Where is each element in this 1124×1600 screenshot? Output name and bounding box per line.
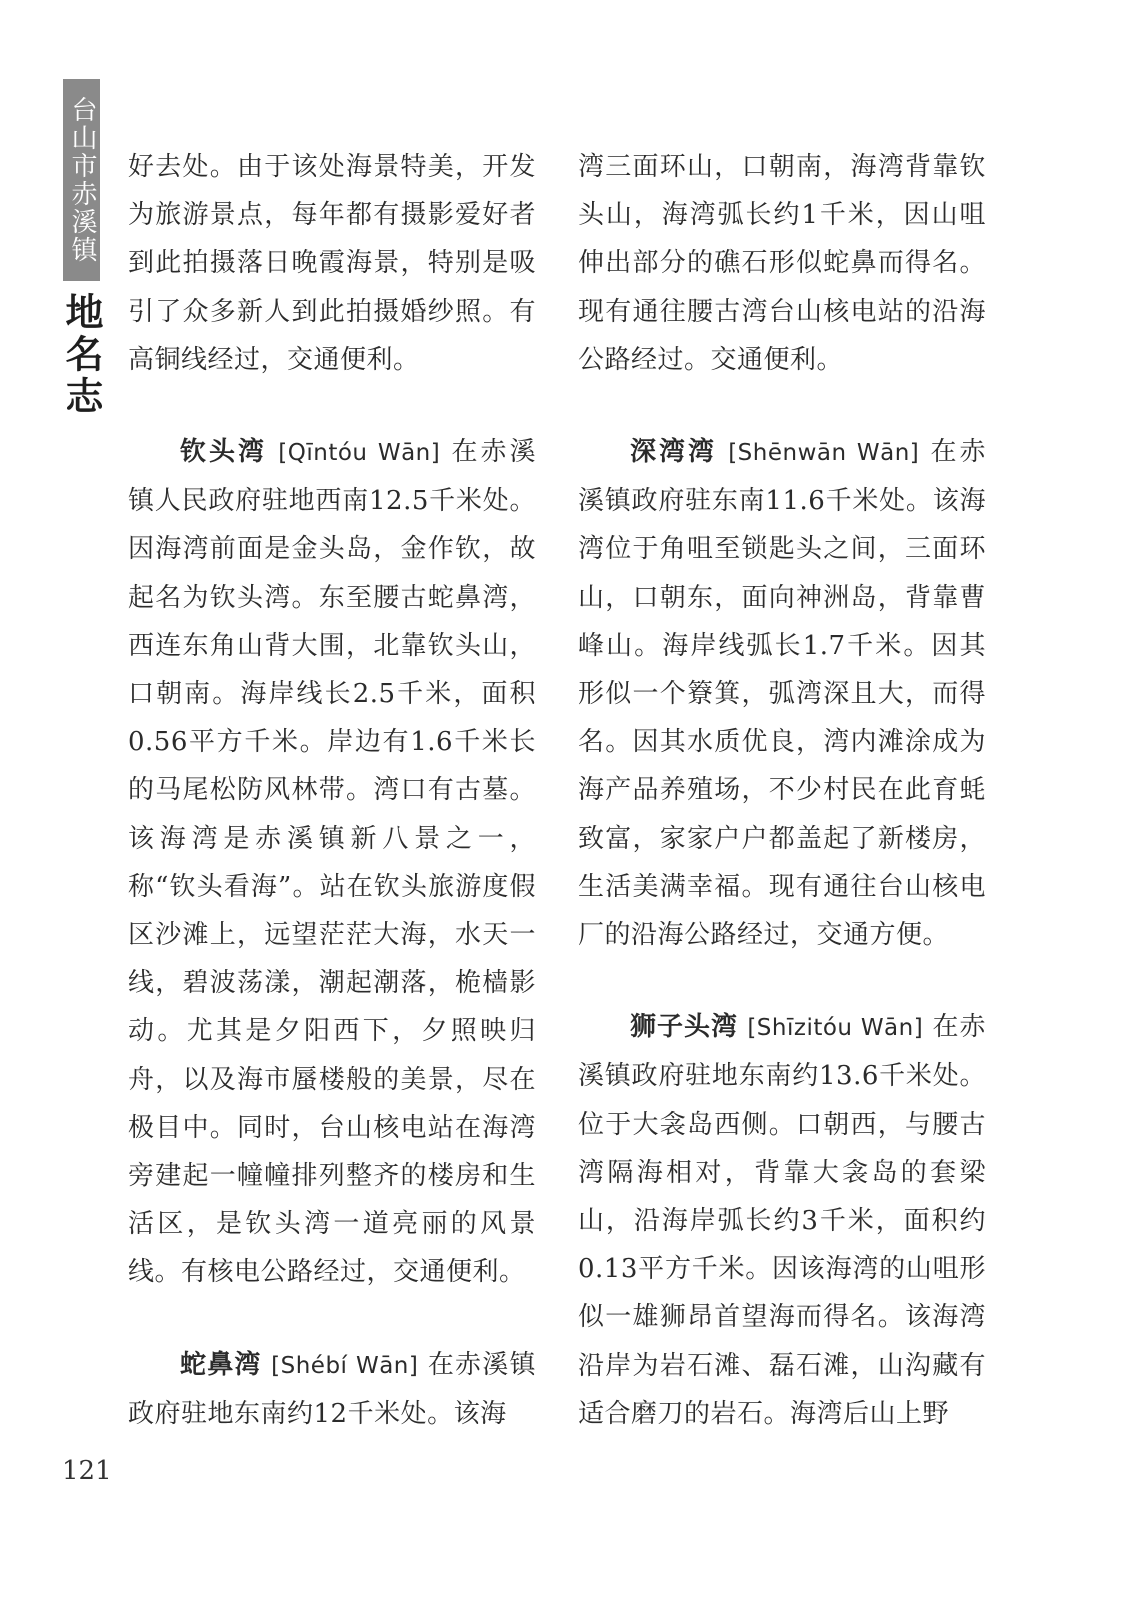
continued-paragraph: 好去处。由于该处海景特美，开发为旅游景点，每年都有摄影爱好者到此拍摄落日晚霞海景，特别是吸引了众多新人到此拍摄婚纱照。有高铜线经过，交通便利。 (128, 152, 536, 375)
page-number: 121 (62, 1456, 112, 1486)
entry-shenwan-wan (578, 428, 986, 959)
entry-pinyin: [Shīzitóu Wān] (747, 1015, 924, 1042)
entry-term: 深湾湾 (630, 437, 717, 468)
entry-body: 在赤溪镇人民政府驻地西南12.5千米处。因海湾前面是金头岛，金作钦，故起名为钦头湾。东至腰古蛇鼻湾，西连东角山背大围，北靠钦头山，口朝南。海岸线长2.5千米，面积0.56平方千米。岸边有1.6千米长的马尾松防风林带。湾口有古墓。该海湾是赤溪镇新八景之一，称“钦头看海”。站在钦头旅游度假区沙滩上，远望茫茫大海，水天一线，碧波荡漾，潮起潮落，桅樯影动。尤其是夕阳西下，夕照映归舟，以及海市蜃楼般的美景，尽在极目中。同时，台山核电站在海湾旁建起一幢幢排列整齐的楼房和生活区，是钦头湾一道亮丽的风景线。有核电公路经过，交通便利。 (128, 437, 537, 1288)
entry-pinyin: [Shébí Wān] (271, 1352, 419, 1379)
entry-qintou-wan (128, 428, 536, 1297)
left-column (128, 143, 536, 1438)
entry-pinyin: [Qīntóu Wān] (278, 440, 441, 467)
entry-shebi-wan (128, 1341, 536, 1438)
entry-body: 在赤溪镇政府驻地东南约13.6千米处。位于大衾岛西侧。口朝西，与腰古湾隔海相对，背靠大衾岛的套梁山，沿海岸弧长约3千米，面积约0.13平方千米。因该海湾的山咀形似一雄狮昂首望海而得名。该海湾沿岸为岩石滩、磊石滩，山沟藏有适合磨刀的岩石。海湾后山上野 (578, 1012, 986, 1429)
entry-pinyin: [Shēnwān Wān] (728, 440, 920, 467)
continued-paragraph: 湾三面环山，口朝南，海湾背靠钦头山，海湾弧长约1千米，因山咀伸出部分的礁石形似蛇鼻而得名。现有通往腰古湾台山核电站的沿海公路经过。交通便利。 (578, 152, 986, 375)
book-title: 地名志 (59, 292, 103, 418)
entry-body: 在赤溪镇政府驻地东南约12千米处。该海 (128, 1349, 536, 1429)
right-column (578, 143, 986, 1438)
section-tab: 台山市赤溪镇 (63, 79, 100, 281)
entry-shizitou-wan (578, 1003, 986, 1438)
entry-term: 钦头湾 (180, 437, 268, 468)
entry-term: 狮子头湾 (630, 1012, 739, 1043)
entry-term: 蛇鼻湾 (180, 1349, 262, 1380)
entry-body: 在赤溪镇政府驻东南11.6千米处。该海湾位于角咀至锁匙头之间，三面环山，口朝东，面向神洲岛，背靠曹峰山。海岸线弧长1.7千米。因其形似一个簝箕，弧湾深且大，而得名。因其水质优良，湾内滩涂成为海产品养殖场，不少村民在此育蚝致富，家家户户都盖起了新楼房，生活美满幸福。现有通往台山核电厂的沿海公路经过，交通方便。 (578, 437, 986, 951)
